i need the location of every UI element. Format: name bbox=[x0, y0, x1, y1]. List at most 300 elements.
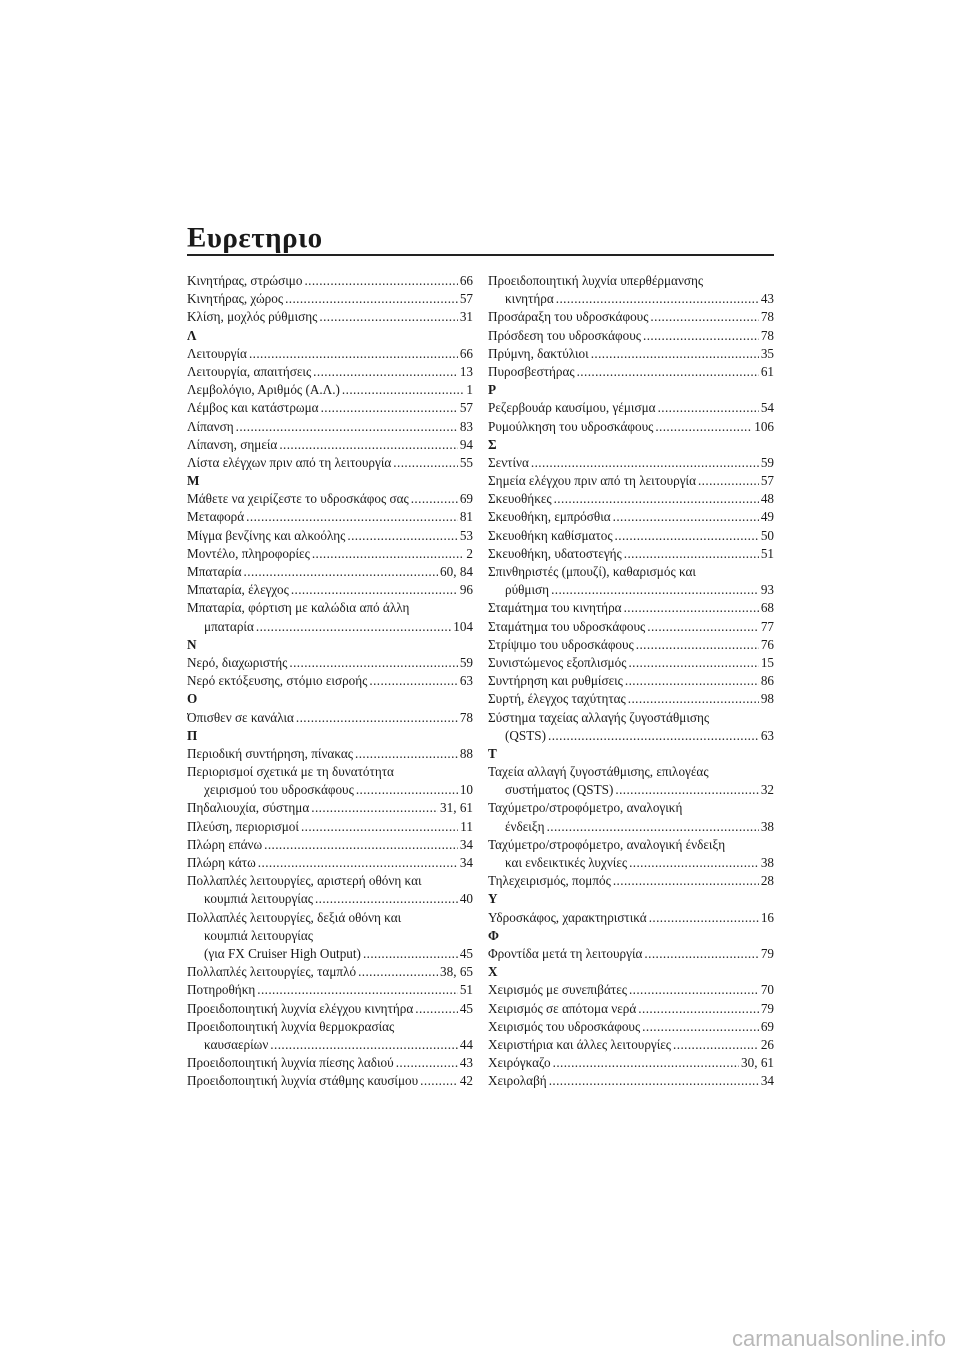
dot-leader bbox=[556, 290, 759, 308]
dot-leader bbox=[315, 890, 458, 908]
index-entry-label: συστήματος (QSTS) bbox=[505, 782, 614, 798]
index-page-number: 57 bbox=[459, 400, 473, 416]
index-entry bbox=[187, 981, 473, 999]
dot-leader bbox=[628, 654, 758, 672]
index-entry-line bbox=[488, 836, 774, 854]
index-page-number: 15 bbox=[760, 654, 774, 670]
index-entry bbox=[187, 818, 473, 836]
index-entry-label: Κινητήρας, στρώσιμο bbox=[187, 273, 303, 288]
index-page-number: 50 bbox=[760, 527, 774, 543]
index-entry bbox=[488, 581, 774, 599]
dot-leader bbox=[673, 1036, 759, 1054]
dot-leader bbox=[304, 272, 457, 290]
index-entry-line bbox=[187, 763, 473, 781]
index-letter-heading bbox=[488, 927, 774, 945]
index-page-number: 48 bbox=[760, 491, 774, 507]
index-entry-line bbox=[488, 799, 774, 817]
index-page-number: 38 bbox=[760, 818, 774, 834]
index-entry bbox=[187, 436, 473, 454]
index-entry bbox=[187, 709, 473, 727]
index-entry-line bbox=[187, 1018, 473, 1036]
index-letter-heading bbox=[187, 636, 473, 654]
index-entry-label: Σεντίνα bbox=[488, 454, 529, 470]
index-entry bbox=[488, 1054, 774, 1072]
dot-leader bbox=[411, 490, 458, 508]
index-entry-label: και ενδεικτικές λυχνίες bbox=[505, 855, 628, 870]
index-entry bbox=[488, 854, 774, 872]
index-page-number: 49 bbox=[760, 509, 774, 525]
letter-heading-text: Π bbox=[187, 727, 198, 743]
index-page-number: 13 bbox=[459, 363, 473, 379]
index-entry bbox=[488, 290, 774, 308]
index-page-number: 51 bbox=[459, 982, 473, 998]
index-page-number: 93 bbox=[760, 582, 774, 598]
dot-leader bbox=[246, 508, 458, 526]
index-entry-label: Πυροσβεστήρας bbox=[488, 363, 575, 379]
index-page-number: 43 bbox=[760, 291, 774, 307]
index-entry bbox=[187, 527, 473, 545]
index-page-number: 38, 65 bbox=[440, 964, 473, 980]
index-entry bbox=[488, 1018, 774, 1036]
index-entry-label: Προειδοποιητική λυχνία ελέγχου κινητήρα bbox=[187, 1000, 414, 1016]
letter-heading-text: Ρ bbox=[488, 382, 497, 398]
index-entry-label: Τηλεχειρισμός, πομπός bbox=[488, 873, 611, 889]
dot-leader bbox=[644, 945, 758, 963]
index-page-number: 66 bbox=[459, 273, 473, 288]
dot-leader bbox=[650, 308, 758, 326]
dot-leader bbox=[636, 636, 759, 654]
dot-leader bbox=[244, 563, 438, 581]
index-page-number: 79 bbox=[760, 1000, 774, 1016]
dot-leader bbox=[311, 799, 438, 817]
dot-leader bbox=[643, 327, 759, 345]
index-entry bbox=[187, 781, 473, 799]
dot-leader bbox=[554, 490, 759, 508]
index-entry-line bbox=[488, 709, 774, 727]
index-entry-label: χειρισμού του υδροσκάφους bbox=[204, 782, 354, 798]
dot-leader bbox=[531, 454, 759, 472]
index-page-number: 40 bbox=[459, 891, 473, 907]
index-entry-label: Ποτηροθήκη bbox=[187, 982, 256, 998]
index-entry-label: Σκευοθήκες bbox=[488, 491, 552, 507]
dot-leader bbox=[369, 672, 457, 690]
letter-heading-text: Χ bbox=[488, 964, 498, 980]
index-entry-label: Νερό, διαχωριστής bbox=[187, 654, 288, 670]
dot-leader bbox=[642, 1018, 759, 1036]
dot-leader bbox=[613, 508, 759, 526]
index-entry bbox=[187, 363, 473, 381]
dot-leader bbox=[624, 599, 759, 617]
index-entry bbox=[187, 508, 473, 526]
index-entry-label: Πρόσδεση του υδροσκάφους bbox=[488, 327, 642, 343]
index-entry-line bbox=[488, 272, 774, 290]
letter-heading-text: Τ bbox=[488, 745, 497, 761]
index-page-number: 35 bbox=[760, 345, 774, 361]
index-page-number: 78 bbox=[760, 309, 774, 325]
dot-leader bbox=[289, 654, 457, 672]
dot-leader bbox=[279, 436, 458, 454]
index-entry-label: Περιοδική συντήρηση, πίνακας bbox=[187, 745, 353, 761]
index-entry-label: μπαταρία bbox=[204, 618, 254, 634]
index-page-number: 83 bbox=[459, 418, 473, 434]
index-page-number: 2 bbox=[466, 545, 473, 561]
index-page-number: 11 bbox=[460, 818, 473, 834]
index-page-number: 70 bbox=[760, 982, 774, 998]
index-entry-label: Κινητήρας, χώρος bbox=[187, 291, 284, 307]
index-page-number: 88 bbox=[459, 745, 473, 761]
index-page-number: 38 bbox=[760, 855, 774, 870]
dot-leader bbox=[291, 581, 458, 599]
index-entry-label: Λίπανση bbox=[187, 418, 234, 434]
index-entry-label: Προειδοποιητική λυχνία θερμοκρασίας bbox=[187, 1018, 395, 1034]
index-entry bbox=[187, 745, 473, 763]
index-entry bbox=[187, 563, 473, 581]
index-entry-label: Λεμβολόγιο, Αριθμός (Α.Λ.) bbox=[187, 382, 340, 398]
dot-leader bbox=[649, 909, 759, 927]
index-entry-label: Μπαταρία bbox=[187, 564, 242, 579]
index-letter-heading bbox=[187, 727, 473, 745]
index-entry-label: Χειρισμός σε απότομα νερά bbox=[488, 1000, 637, 1016]
index-letter-heading bbox=[488, 381, 774, 399]
letter-heading-text: Ν bbox=[187, 636, 197, 652]
index-entry-label: Ταχεία αλλαγή ζυγοστάθμισης, επιλογέας bbox=[488, 764, 709, 780]
index-entry bbox=[488, 781, 774, 799]
index-entry-label: Μεταφορά bbox=[187, 509, 245, 525]
index-page-number: 63 bbox=[760, 727, 774, 743]
index-entry bbox=[488, 599, 774, 617]
dot-leader bbox=[553, 1054, 739, 1072]
index-page-number: 104 bbox=[453, 618, 473, 634]
index-entry-label: Μάθετε να χειρίζεστε το υδροσκάφος σας bbox=[187, 491, 409, 507]
index-entry-label: Κλίση, μοχλός ρύθμισης bbox=[187, 309, 318, 325]
index-page-number: 26 bbox=[760, 1036, 774, 1052]
letter-heading-text: Λ bbox=[187, 327, 197, 343]
index-entry-label: κινητήρα bbox=[505, 291, 554, 307]
index-column-left bbox=[187, 272, 473, 1090]
index-page-number: 78 bbox=[760, 327, 774, 343]
index-page-number: 32 bbox=[760, 782, 774, 798]
index-entry-label: Ταχύμετρο/στροφόμετρο, αναλογική bbox=[488, 800, 683, 816]
index-page-number: 69 bbox=[760, 1018, 774, 1034]
index-entry-label: Σημεία ελέγχου πριν από τη λειτουργία bbox=[488, 473, 696, 489]
index-page-number: 59 bbox=[760, 454, 774, 470]
index-entry-label: Σύστημα ταχείας αλλαγής ζυγοστάθμισης bbox=[488, 709, 710, 725]
index-entry-line bbox=[488, 563, 774, 581]
index-letter-heading bbox=[488, 963, 774, 981]
dot-leader bbox=[658, 399, 759, 417]
index-page-number: 34 bbox=[459, 855, 473, 870]
index-letter-heading bbox=[488, 745, 774, 763]
index-entry-label: Ρυμούλκηση του υδροσκάφους bbox=[488, 418, 654, 434]
index-entry-label: Σταμάτημα του κινητήρα bbox=[488, 600, 622, 616]
dot-leader bbox=[363, 945, 458, 963]
index-entry bbox=[187, 399, 473, 417]
index-page-number: 81 bbox=[459, 509, 473, 525]
index-entry bbox=[488, 1000, 774, 1018]
index-entry bbox=[187, 890, 473, 908]
index-page-number: 53 bbox=[459, 527, 473, 543]
index-page-number: 45 bbox=[459, 1000, 473, 1016]
index-entry-label: Νερό εκτόξευσης, στόμιο εισροής bbox=[187, 673, 368, 689]
index-page-number: 34 bbox=[459, 836, 473, 852]
index-entry-label: Σκευοθήκη, υδατοστεγής bbox=[488, 545, 622, 561]
index-entry bbox=[187, 672, 473, 690]
letter-heading-text: Μ bbox=[187, 473, 200, 489]
dot-leader bbox=[296, 709, 458, 727]
index-entry bbox=[187, 345, 473, 363]
dot-leader bbox=[301, 818, 458, 836]
dot-leader bbox=[655, 418, 752, 436]
index-entry-label: Προσάραξη του υδροσκάφους bbox=[488, 309, 649, 325]
index-entry bbox=[488, 490, 774, 508]
index-entry bbox=[187, 545, 473, 563]
index-entry-label: Πλεύση, περιορισμοί bbox=[187, 818, 299, 834]
index-entry bbox=[488, 636, 774, 654]
index-page-number: 68 bbox=[760, 600, 774, 616]
index-entry-label: Λειτουργία bbox=[187, 345, 247, 361]
index-entry bbox=[488, 945, 774, 963]
index-page-number: 16 bbox=[760, 909, 774, 925]
index-entry-label: Χειρισμός του υδροσκάφους bbox=[488, 1018, 641, 1034]
index-page-number: 77 bbox=[760, 618, 774, 634]
index-page-number: 30, 61 bbox=[741, 1055, 774, 1071]
index-page-number: 96 bbox=[459, 582, 473, 598]
index-entry bbox=[488, 345, 774, 363]
page-title: Ευρετηριο bbox=[187, 222, 323, 254]
index-entry-label: (για FX Cruiser High Output) bbox=[204, 945, 361, 961]
dot-leader bbox=[551, 581, 759, 599]
index-entry-label: Πηδαλιουχία, σύστημα bbox=[187, 800, 310, 816]
dot-leader bbox=[264, 836, 458, 854]
index-entry bbox=[488, 418, 774, 436]
index-page-number: 94 bbox=[459, 436, 473, 452]
index-entry-label: Μίγμα βενζίνης και αλκοόλης bbox=[187, 527, 346, 543]
index-page-number: 31 bbox=[459, 309, 473, 325]
index-entry-label: Ταχύμετρο/στροφόμετρο, αναλογική ένδειξη bbox=[488, 836, 726, 852]
index-column-right bbox=[488, 272, 774, 1090]
index-entry-label: Μοντέλο, πληροφορίες bbox=[187, 545, 310, 561]
index-entry bbox=[488, 508, 774, 526]
index-entry-label: Σταμάτημα του υδροσκάφους bbox=[488, 618, 646, 634]
dot-leader bbox=[396, 1054, 458, 1072]
dot-leader bbox=[270, 1036, 458, 1054]
index-entry bbox=[187, 1054, 473, 1072]
index-letter-heading bbox=[488, 436, 774, 454]
index-entry-line bbox=[187, 927, 473, 945]
dot-leader bbox=[285, 290, 458, 308]
index-entry-line bbox=[187, 872, 473, 890]
index-entry bbox=[187, 618, 473, 636]
index-entry bbox=[488, 454, 774, 472]
dot-leader bbox=[547, 818, 759, 836]
index-entry bbox=[187, 581, 473, 599]
dot-leader bbox=[420, 1072, 458, 1090]
index-page-number: 28 bbox=[760, 873, 774, 889]
dot-leader bbox=[549, 1072, 759, 1090]
index-entry bbox=[187, 1036, 473, 1054]
index-page-number: 34 bbox=[760, 1073, 774, 1089]
dot-leader bbox=[629, 981, 759, 999]
index-page-number: 86 bbox=[760, 673, 774, 689]
title-divider bbox=[187, 254, 774, 256]
dot-leader bbox=[628, 690, 759, 708]
index-entry bbox=[488, 327, 774, 345]
index-entry-label: Πλώρη επάνω bbox=[187, 836, 263, 852]
index-page-number: 60, 84 bbox=[440, 564, 473, 579]
index-entry bbox=[488, 363, 774, 381]
index-entry bbox=[488, 618, 774, 636]
index-entry bbox=[187, 799, 473, 817]
index-entry bbox=[187, 1072, 473, 1090]
dot-leader bbox=[415, 1000, 458, 1018]
index-entry-label: Φροντίδα μετά τη λειτουργία bbox=[488, 945, 643, 961]
index-entry bbox=[187, 418, 473, 436]
dot-leader bbox=[613, 872, 759, 890]
dot-leader bbox=[629, 854, 759, 872]
index-page-number: 98 bbox=[760, 691, 774, 707]
index-entry bbox=[488, 654, 774, 672]
dot-leader bbox=[591, 345, 759, 363]
index-entry-label: Προειδοποιητική λυχνία πίεσης λαδιού bbox=[187, 1055, 394, 1071]
index-entry-label: Προειδοποιητική λυχνία υπερθέρμανσης bbox=[488, 273, 704, 288]
index-entry bbox=[488, 472, 774, 490]
index-page-number: 66 bbox=[459, 345, 473, 361]
index-entry-label: ρύθμιση bbox=[505, 582, 550, 598]
index-entry bbox=[187, 272, 473, 290]
index-entry bbox=[488, 690, 774, 708]
index-page-number: 55 bbox=[459, 454, 473, 470]
index-entry bbox=[187, 290, 473, 308]
dot-leader bbox=[342, 381, 464, 399]
index-letter-heading bbox=[187, 690, 473, 708]
index-entry-label: Συνιστώμενος εξοπλισμός bbox=[488, 654, 627, 670]
index-letter-heading bbox=[488, 890, 774, 908]
dot-leader bbox=[638, 1000, 759, 1018]
index-entry bbox=[187, 854, 473, 872]
index-entry bbox=[187, 836, 473, 854]
index-page-number: 42 bbox=[459, 1073, 473, 1089]
index-page-number: 31, 61 bbox=[440, 800, 473, 816]
dot-leader bbox=[321, 399, 458, 417]
index-entry bbox=[488, 399, 774, 417]
index-letter-heading bbox=[187, 472, 473, 490]
dot-leader bbox=[258, 854, 458, 872]
dot-leader bbox=[312, 545, 465, 563]
index-entry bbox=[187, 381, 473, 399]
index-entry-label: Συντήρηση και ρυθμίσεις bbox=[488, 673, 623, 689]
index-page-number: 44 bbox=[459, 1036, 473, 1052]
index-entry bbox=[488, 1036, 774, 1054]
index-entry bbox=[488, 909, 774, 927]
index-entry-label: Πολλαπλές λειτουργίες, δεξιά οθόνη και bbox=[187, 909, 402, 925]
index-entry-label: Συρτή, έλεγχος ταχύτητας bbox=[488, 691, 626, 707]
dot-leader bbox=[347, 527, 457, 545]
index-entry-label: Πρύμνη, δακτύλιοι bbox=[488, 345, 589, 361]
dot-leader bbox=[577, 363, 759, 381]
dot-leader bbox=[358, 963, 438, 981]
dot-leader bbox=[393, 454, 458, 472]
index-entry bbox=[187, 945, 473, 963]
index-entry-label: Σπινθηριστές (μπουζί), καθαρισμός και bbox=[488, 564, 696, 579]
dot-leader bbox=[256, 618, 451, 636]
index-entry bbox=[187, 1000, 473, 1018]
index-entry bbox=[187, 490, 473, 508]
index-entry bbox=[488, 308, 774, 326]
index-entry bbox=[187, 308, 473, 326]
index-entry-label: Πλώρη κάτω bbox=[187, 855, 256, 870]
index-entry bbox=[488, 727, 774, 745]
index-page-number: 78 bbox=[459, 709, 473, 725]
watermark: carmanualsonline.info bbox=[731, 1326, 946, 1351]
index-entry-label: Προειδοποιητική λυχνία στάθμης καυσίμου bbox=[187, 1073, 419, 1089]
index-page-number: 106 bbox=[754, 418, 774, 434]
index-page-number: 54 bbox=[760, 400, 774, 416]
index-entry bbox=[488, 672, 774, 690]
index-entry-label: Λίστα ελέγχων πριν από τη λειτουργία bbox=[187, 454, 392, 470]
dot-leader bbox=[319, 308, 457, 326]
index-page-number: 43 bbox=[459, 1055, 473, 1071]
index-entry bbox=[488, 527, 774, 545]
index-entry-label: Χειριστήρια και άλλες λειτουργίες bbox=[488, 1036, 672, 1052]
index-page-number: 10 bbox=[459, 782, 473, 798]
dot-leader bbox=[236, 418, 458, 436]
index-entry-label: ένδειξη bbox=[505, 818, 545, 834]
index-page-number: 57 bbox=[459, 291, 473, 307]
index-entry bbox=[187, 454, 473, 472]
index-page-number: 61 bbox=[760, 363, 774, 379]
letter-heading-text: Ο bbox=[187, 691, 198, 707]
dot-leader bbox=[624, 545, 759, 563]
index-entry-line bbox=[187, 599, 473, 617]
dot-leader bbox=[257, 981, 458, 999]
index-page-number: 1 bbox=[466, 382, 473, 398]
index-entry bbox=[187, 654, 473, 672]
index-entry-label: Λειτουργία, απαιτήσεις bbox=[187, 363, 312, 379]
index-entry-label: Όπισθεν σε κανάλια bbox=[187, 709, 294, 725]
index-page-number: 59 bbox=[459, 654, 473, 670]
index-entry bbox=[488, 872, 774, 890]
index-entry bbox=[488, 545, 774, 563]
index-entry-label: Χειρισμός με συνεπιβάτες bbox=[488, 982, 627, 998]
index-entry-label: Μπαταρία, έλεγχος bbox=[187, 582, 289, 598]
dot-leader bbox=[615, 781, 758, 799]
index-entry-label: Ρεζερβουάρ καυσίμου, γέμισμα bbox=[488, 400, 656, 416]
dot-leader bbox=[249, 345, 458, 363]
dot-leader bbox=[356, 781, 458, 799]
index-entry bbox=[488, 981, 774, 999]
index-entry-label: Στρίψιμο του υδροσκάφους bbox=[488, 636, 634, 652]
index-entry-label: Μπαταρία, φόρτιση με καλώδια από άλλη bbox=[187, 600, 410, 616]
index-entry-label: (QSTS) bbox=[505, 727, 547, 743]
index-entry-label: Χειρολαβή bbox=[488, 1073, 547, 1089]
index-entry-label: Λέμβος και κατάστρωμα bbox=[187, 400, 319, 416]
index-entry-label: Χειρόγκαζο bbox=[488, 1055, 551, 1071]
index-entry-label: Σκευοθήκη, εμπρόσθια bbox=[488, 509, 611, 525]
index-entry bbox=[488, 818, 774, 836]
letter-heading-text: Υ bbox=[488, 891, 498, 907]
index-page-number: 45 bbox=[459, 945, 473, 961]
index-entry bbox=[187, 963, 473, 981]
letter-heading-text: Φ bbox=[488, 927, 499, 943]
index-page-number: 79 bbox=[760, 945, 774, 961]
index-page-number: 63 bbox=[459, 673, 473, 689]
dot-leader bbox=[615, 527, 759, 545]
index-page-number: 57 bbox=[760, 473, 774, 489]
index-entry-label: κουμπιά λειτουργίας bbox=[204, 927, 313, 943]
index-entry-label: κουμπιά λειτουργίας bbox=[204, 891, 313, 907]
index-entry-line bbox=[187, 909, 473, 927]
index-entry-label: Σκευοθήκη καθίσματος bbox=[488, 527, 613, 543]
